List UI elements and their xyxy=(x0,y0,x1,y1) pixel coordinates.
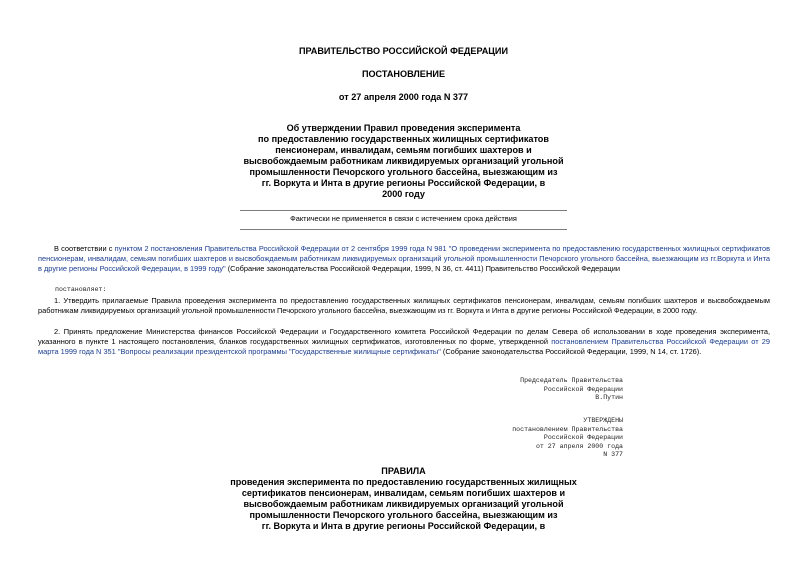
rules-title-line: гг. Воркута и Инта в другие регионы Российской Федерации, в xyxy=(261,521,546,531)
item-2-text: 2. Принять предложение Министерства финансов Российской Федерации и Государственного комитета Российской Федерации по делам Севера об использовании в ходе проведения эксперимента, указанного в пункте 1 настоящего постановления, бланков государственных жилищных сертификатов, изготовленных по форме, утвержденной xyxy=(38,327,770,346)
item-1-paragraph: 1. Утвердить прилагаемые Правила проведения эксперимента по предоставлению государственных жилищных сертификатов пенсионерам, инвалидам, семьям погибших шахтеров и высвобождаемым работникам ликвидируемых организаций угольной промышленности Печорского угольного бассейна, выезжающим из гг. Воркута и Инта в другие регионы Российской Федерации, в 2000 году. xyxy=(38,296,770,315)
preamble-text-end: (Собрание законодательства Российской Федерации, 1999, N 36, ст. 4411) Правительство Российской Федерации xyxy=(225,264,620,273)
signature-block: Председатель Правительства Российской Федерации В.Путин xyxy=(520,377,623,401)
decree-981-link[interactable]: пунктом 2 постановления Правительства Российской Федерации от 2 сентября 1999 года N 981 "О проведении эксперимента по предоставлению государственных жилищных сертификатов пенсионерам, инвалидам, семьям погибших шахтеров и высвобождаемым работникам ликвидируемых организаций угольной промышленности Печорского угольного бассейна, выезжающим из гг.Воркута и Инта в другие регионы Российской Федерации, в 1999 году" xyxy=(38,244,771,273)
approval-stamp: УТВЕРЖДЕНЫ постановлением Правительства Российской Федерации от 27 апреля 2000 года N 377 xyxy=(512,417,623,458)
document-type: ПОСТАНОВЛЕНИЕ xyxy=(361,69,446,79)
title-line: высвобождаемым работникам ликвидируемых организаций угольной xyxy=(243,156,564,166)
decree-351-link[interactable]: постановлением Правительства Российской Федерации от 29 марта 1999 года N 351 "Вопросы реализации президентской программы "Государственные жилищные сертификаты" xyxy=(38,337,770,356)
government-name: ПРАВИТЕЛЬСТВО РОССИЙСКОЙ ФЕДЕРАЦИИ xyxy=(298,46,509,56)
title-line: Об утверждении Правил проведения эксперимента xyxy=(286,123,521,133)
divider-bottom xyxy=(240,229,567,230)
rules-title-line: проведения эксперимента по предоставлению государственных жилищных xyxy=(230,477,577,487)
preamble-text: В соответствии с xyxy=(54,244,115,253)
title-line: 2000 году xyxy=(382,189,425,199)
rules-title-line: сертификатов пенсионерам, инвалидам, семьям погибших шахтеров и xyxy=(241,488,566,498)
document-date-number: от 27 апреля 2000 года N 377 xyxy=(338,92,469,102)
resolves-word: постановляет: xyxy=(55,286,107,293)
rules-title-line: высвобождаемым работникам ликвидируемых организаций угольной xyxy=(243,499,564,509)
title-line: гг. Воркута и Инта в другие регионы Российской Федерации, в xyxy=(261,178,546,188)
title-line: пенсионерам, инвалидам, семьям погибших шахтеров и xyxy=(275,145,532,155)
status-note: Фактически не применяется в связи с истечением срока действия xyxy=(290,214,517,223)
preamble-paragraph xyxy=(38,244,770,274)
divider-top xyxy=(240,210,567,211)
rules-heading: ПРАВИЛА xyxy=(381,466,426,476)
item-2-text-end: (Собрание законодательства Российской Федерации, 1999, N 14, ст. 1726). xyxy=(440,347,702,356)
title-line: по предоставлению государственных жилищных сертификатов xyxy=(258,134,549,144)
item-2-paragraph xyxy=(38,327,770,357)
rules-title-line: промышленности Печорского угольного бассейна, выезжающим из xyxy=(249,510,558,520)
title-line: промышленности Печорского угольного бассейна, выезжающим из xyxy=(249,167,558,177)
